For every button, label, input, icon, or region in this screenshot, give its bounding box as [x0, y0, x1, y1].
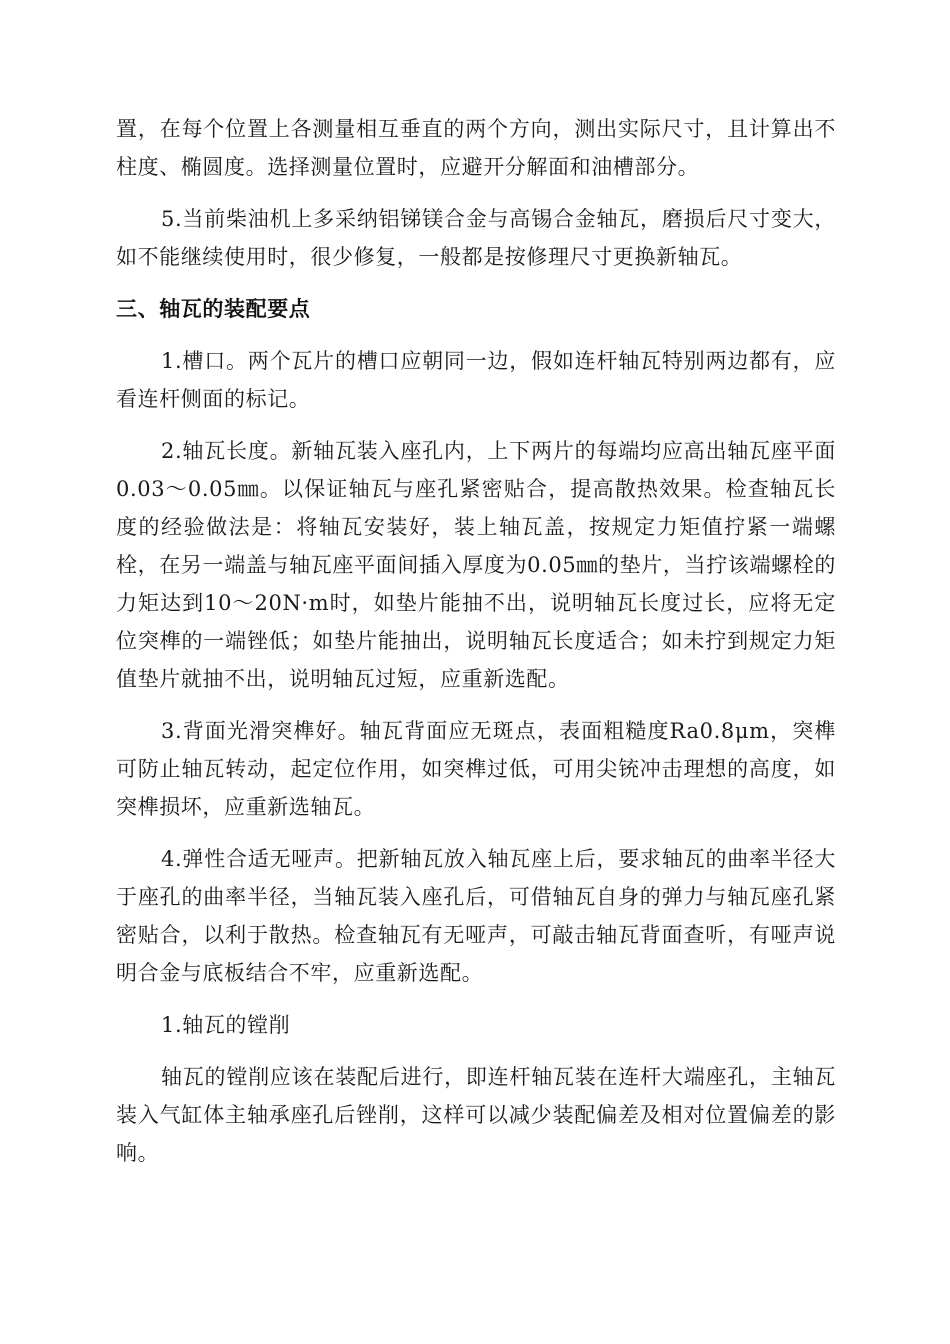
paragraph-boring-description: 轴瓦的镗削应该在装配后进行，即连杆轴瓦装在连杆大端座孔，主轴瓦装入气缸体主轴承座孔后锉削，这样可以减少装配偏差及相对位置偏差的影响。	[116, 1065, 836, 1165]
paragraph-continued-measurement: 置，在每个位置上各测量相互垂直的两个方向，测出实际尺寸，且计算出不柱度、椭圆度。选择测量位置时，应避开分解面和油槽部分。	[116, 117, 836, 179]
document-body	[116, 110, 836, 1186]
paragraph-item-5-bearing-replacement: 5.当前柴油机上多采纳铝锑镁合金与高锡合金轴瓦，磨损后尺寸变大，如不能继续使用时，很少修复，一般都是按修理尺寸更换新轴瓦。	[116, 207, 836, 269]
paragraph-item-1-notch: 1.槽口。两个瓦片的槽口应朝同一边，假如连杆轴瓦特别两边都有，应看连杆侧面的标记。	[116, 349, 836, 411]
paragraph-item-3-back-surface: 3.背面光滑突榫好。轴瓦背面应无斑点，表面粗糙度Ra0.8μm，突榫可防止轴瓦转动，起定位作用，如突榫过低，可用尖铳冲击理想的高度，如突榫损坏，应重新选轴瓦。	[116, 719, 836, 819]
paragraph-item-4-elasticity: 4.弹性合适无哑声。把新轴瓦放入轴瓦座上后，要求轴瓦的曲率半径大于座孔的曲率半径，当轴瓦装入座孔后，可借轴瓦自身的弹力与轴瓦座孔紧密贴合，以利于散热。检查轴瓦有无哑声，可敲击轴瓦背面查听，有哑声说明合金与底板结合不牢，应重新选配。	[116, 847, 836, 985]
subheading-bearing-boring: 1.轴瓦的镗削	[161, 1013, 291, 1037]
section-heading-assembly-points: 三、轴瓦的装配要点	[116, 297, 311, 321]
paragraph-item-2-bearing-length: 2.轴瓦长度。新轴瓦装入座孔内，上下两片的每端均应高出轴瓦座平面0.03～0.05㎜。以保证轴瓦与座孔紧密贴合，提高散热效果。检查轴瓦长度的经验做法是：将轴瓦安装好，装上轴瓦盖，按规定力矩值拧紧一端螺栓，在另一端盖与轴瓦座平面间插入厚度为0.05㎜的垫片，当拧该端螺栓的力矩达到10～20N·m时，如垫片能抽不出，说明轴瓦长度过长，应将无定位突榫的一端锉低；如垫片能抽出，说明轴瓦长度适合；如未拧到规定力矩值垫片就抽不出，说明轴瓦过短，应重新选配。	[116, 439, 836, 691]
